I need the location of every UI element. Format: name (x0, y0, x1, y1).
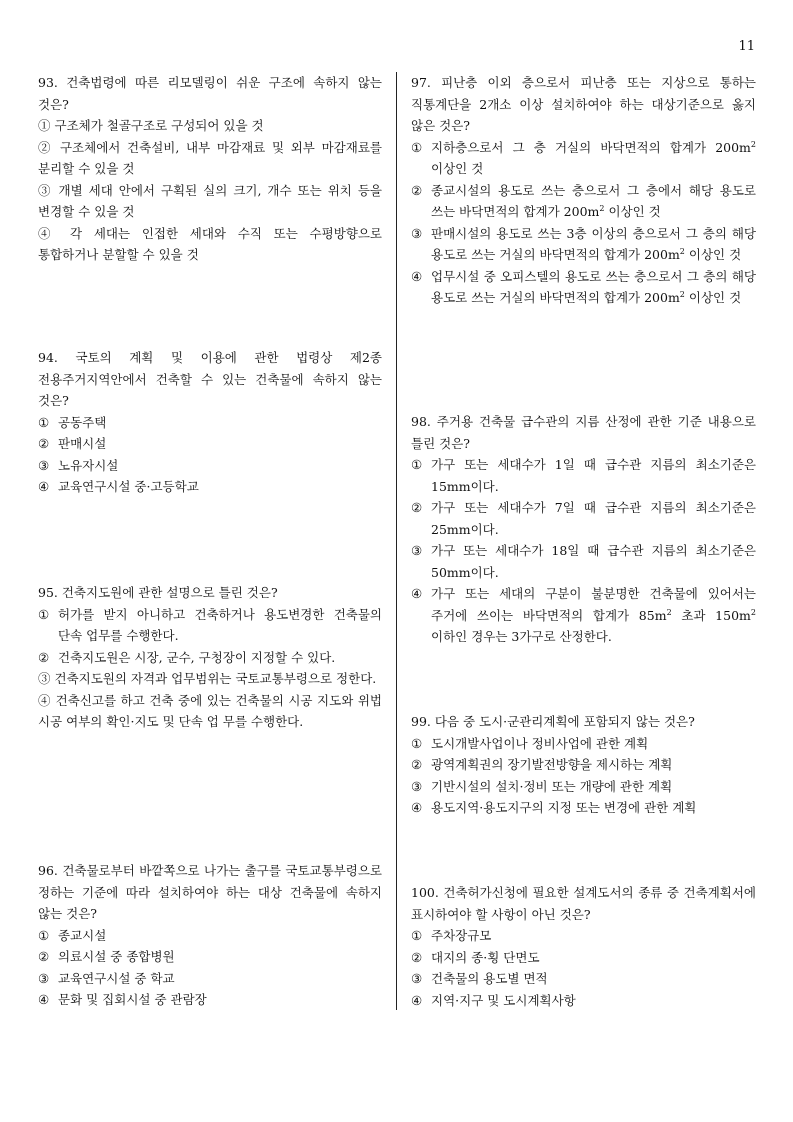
option-2: ② 대지의 종·횡 단면도 (411, 949, 540, 965)
question-stem: 95. 건축지도원에 관한 설명으로 틀린 것은? (38, 585, 278, 600)
option-2: ② 건축지도원은 시장, 군수, 구청장이 지정할 수 있다. (38, 649, 336, 665)
option-4: ④ 교육연구시설 중·고등학교 (38, 479, 199, 494)
option-3: ③ 가구 또는 세대수가 18일 때 급수관 지름의 최소기준은 50mm이다. (411, 543, 756, 580)
question-98 (411, 411, 756, 648)
option-4: ④ 가구 또는 세대의 구분이 불분명한 건축물에 있어서는 주거에 쓰이는 바닥면적의 합계가 $85m^2$ 초과 $150m^2$ 이하인 경우는 3가구로 산정한다. (411, 586, 756, 644)
option-4: ④ 문화 및 집회시설 중 관람장 (38, 992, 207, 1007)
question-97 (411, 72, 756, 309)
question-95 (38, 582, 382, 733)
option-1: ① 주차장규모 (411, 928, 492, 943)
question-stem: 100. 건축허가신청에 필요한 설계도서의 종류 중 건축계획서에 표시하여야 할 사항이 아닌 것은? (411, 885, 756, 922)
option-3: ③ 노유자시설 (38, 457, 119, 473)
question-94 (38, 347, 382, 498)
question-stem: 99. 다음 중 도시·군관리계획에 포함되지 않는 것은? (411, 714, 695, 729)
option-1: ① 가구 또는 세대수가 1일 때 급수관 지름의 최소기준은 15mm이다. (411, 457, 756, 494)
option-3: ③ 기반시설의 설치·정비 또는 개량에 관한 계획 (411, 778, 673, 794)
option-4: ④ 지역·지구 및 도시계획사항 (411, 992, 576, 1008)
option-2: ② 가구 또는 세대수가 7일 때 급수관 지름의 최소기준은 25mm이다. (411, 500, 756, 537)
option-3: ③ 교육연구시설 중 학교 (38, 970, 175, 986)
option-2: ② 의료시설 중 종합병원 (38, 949, 175, 964)
option-3: ③ 판매시설의 용도로 쓰는 3층 이상의 층으로서 그 층의 해당 용도로 쓰는 거실의 바닥면적의 합계가 $200m^2$ 이상인 것 (411, 225, 756, 262)
option-2: ② 광역계획권의 장기발전방향을 제시하는 계획 (411, 757, 673, 772)
option-3: ③ 개별 세대 안에서 구획된 실의 크기, 개수 또는 위치 등을 변경할 수 있을 것 (38, 182, 382, 219)
option-1: ① 공동주택 (38, 414, 107, 430)
option-1: ① 허가를 받지 아니하고 건축하거나 용도변경한 건축물의 단속 업무를 수행한다. (38, 606, 382, 643)
option-2: ② 판매시설 (38, 436, 107, 451)
question-stem: 98. 주거용 건축물 급수관의 지름 산정에 관한 기준 내용으로 틀린 것은? (411, 414, 756, 451)
question-96 (38, 860, 382, 1011)
option-2: ② 구조체에서 건축설비, 내부 마감재료 및 외부 마감재료를 분리할 수 있을 것 (38, 139, 382, 176)
option-2: ② 종교시설의 용도로 쓰는 층으로서 그 층에서 해당 용도로 쓰는 바닥면적의 합계가 $200m^2$ 이상인 것 (411, 182, 756, 219)
option-1: ① 종교시설 (38, 927, 107, 943)
question-93 (38, 72, 382, 266)
option-1: ① 도시개발사업이나 정비사업에 관한 계획 (411, 735, 649, 751)
option-4: ④ 건축신고를 하고 건축 중에 있는 건축물의 시공 지도와 위법 시공 여부의 확인·지도 및 단속 업 무를 수행한다. (38, 692, 382, 729)
option-4: ④ 용도지역·용도지구의 지정 또는 변경에 관한 계획 (411, 800, 697, 815)
question-100 (411, 882, 756, 1011)
question-99 (411, 711, 756, 819)
option-1: ① 지하층으로서 그 층 거실의 바닥면적의 합계가 $200m^2$ 이상인 것 (411, 139, 756, 176)
option-4: ④ 각 세대는 인접한 세대와 수직 또는 수평방향으로 통합하거나 분할할 수 있을 것 (38, 225, 382, 262)
question-stem: 93. 건축법령에 따른 리모델링이 쉬운 구조에 속하지 않는 것은? (38, 75, 382, 112)
question-stem: 96. 건축물로부터 바깥쪽으로 나가는 출구를 국토교통부령으로 정하는 기준에 따라 설치하여야 하는 대상 건축물에 속하지 않는 것은? (38, 863, 382, 921)
column-divider (396, 72, 397, 1010)
page-number: 11 (738, 39, 755, 54)
option-3: ③ 건축지도원의 자격과 업무범위는 국토교통부령으로 정한다. (38, 671, 377, 686)
option-3: ③ 건축물의 용도별 면적 (411, 971, 548, 986)
option-4: ④ 업무시설 중 오피스텔의 용도로 쓰는 층으로서 그 층의 해당 용도로 쓰는 거실의 바닥면적의 합계가 $200m^2$ 이상인 것 (411, 268, 756, 305)
question-stem: 94. 국토의 계획 및 이용에 관한 법령상 제2종 전용주거지역안에서 건축할 수 있는 건축물에 속하지 않는 것은? (38, 350, 382, 408)
option-1: ① 구조체가 철골구조로 구성되어 있을 것 (38, 118, 264, 133)
question-stem: 97. 피난층 이외 층으로서 피난층 또는 지상으로 통하는 직통계단을 2개소 이상 설치하여야 하는 대상기준으로 옳지 않은 것은? (411, 75, 756, 133)
